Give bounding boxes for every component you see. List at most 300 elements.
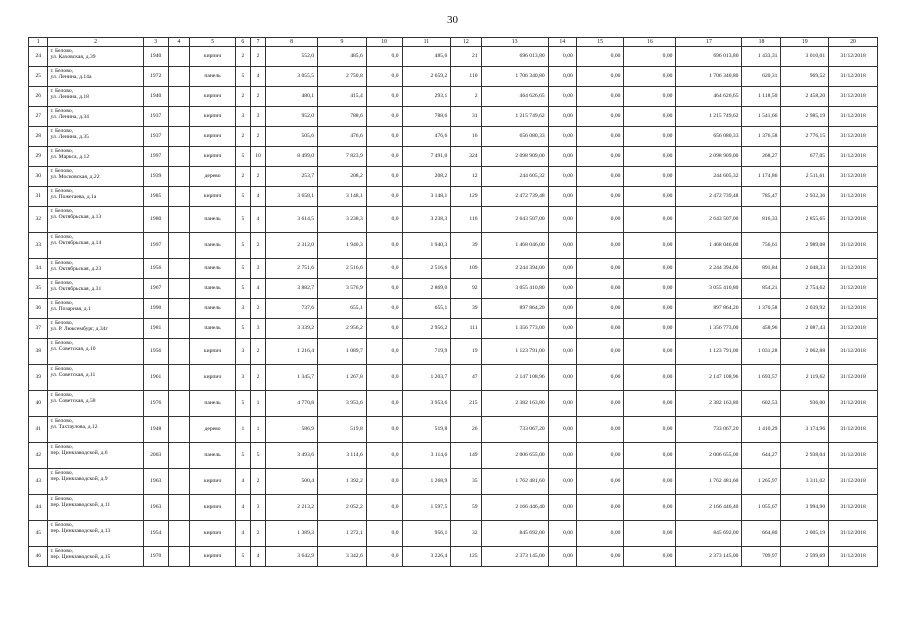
value-cell: 480,1 [266,87,318,107]
table-body [29,38,878,567]
row-number-cell: 46 [29,547,48,567]
column-header: 20 [829,38,878,47]
value-cell: 208,2 [402,167,451,187]
row-number-cell: 41 [29,417,48,443]
construction-year-cell: 2003 [143,443,168,469]
value-cell: 586,9 [266,417,318,443]
construction-year-cell: 1997 [143,233,168,259]
address-city: г. Белово, [50,444,74,450]
value-cell: 737,6 [266,299,318,319]
entrances-cell: 4 [250,187,265,207]
floors-cell: 5 [235,391,250,417]
amount-cell: 2 472 739,48 [676,187,742,207]
value-cell: 2 956,2 [402,319,451,339]
amount-cell: 0,00 [576,319,624,339]
value-cell: 2 005,19 [781,521,829,547]
floors-cell: 3 [235,299,250,319]
value-cell: 485,6 [402,47,451,67]
amount-cell: 2 373 145,00 [676,547,742,567]
column-4-cell [168,299,190,319]
address-cell [48,319,143,339]
address-cell [48,47,143,67]
amount-cell: 0,00 [576,365,624,391]
row-number-cell: 28 [29,127,48,147]
value-cell: 602,53 [742,391,781,417]
date-cell: 31/12/2018 [829,319,878,339]
address-street: ул. Ленина, д.34 [50,114,89,121]
value-cell: 476,6 [402,127,451,147]
entrances-cell: 2 [250,167,265,187]
value-cell: 3 614,5 [266,207,318,233]
entrances-cell: 2 [250,233,265,259]
table-row [29,67,878,87]
value-cell: 109 [451,259,481,279]
entrances-cell: 3 [250,107,265,127]
address-city: г. Белово, [50,392,74,398]
address-city: г. Белово, [50,280,74,286]
value-cell: 111 [451,319,481,339]
value-cell: 1 174,86 [742,167,781,187]
value-cell: 854,21 [742,279,781,299]
construction-year-cell: 1937 [143,107,168,127]
value-cell: 2 119,62 [781,365,829,391]
address-street: ул. Октябрьская, д.23 [50,266,102,273]
amount-cell: 0,00 [548,67,576,87]
address-city: г. Белово, [50,418,74,424]
column-4-cell [168,547,190,567]
address-cell [48,259,143,279]
floors-cell: 4 [235,469,250,495]
row-number-cell: 24 [29,47,48,67]
amount-cell: 0,00 [624,187,676,207]
amount-cell: 0,00 [548,365,576,391]
date-cell: 31/12/2018 [829,365,878,391]
table-row [29,469,878,495]
amount-cell: 0,00 [624,521,676,547]
construction-year-cell: 1963 [143,469,168,495]
amount-cell: 0,00 [624,87,676,107]
amount-cell: 0,00 [624,443,676,469]
value-cell: 7 823,9 [318,147,367,167]
address-city: г. Белово, [50,234,74,240]
value-cell: 2 039,92 [781,299,829,319]
entrances-cell: 5 [250,443,265,469]
value-cell: 215 [451,391,481,417]
wall-material-cell: панель [190,207,235,233]
entrances-cell: 4 [250,67,265,87]
value-cell: 655,1 [318,299,367,319]
address-cell [48,167,143,187]
column-4-cell [168,259,190,279]
row-number-cell: 33 [29,233,48,259]
value-cell: 129 [451,187,481,207]
value-cell: 891,84 [742,259,781,279]
date-cell: 31/12/2018 [829,391,878,417]
value-cell: 3 055,5 [266,67,318,87]
date-cell: 31/12/2018 [829,299,878,319]
amount-cell: 0,00 [548,233,576,259]
wall-material-cell: кирпич [190,469,235,495]
value-cell: 2 938,04 [781,443,829,469]
wall-material-cell: кирпич [190,365,235,391]
value-cell: 0,0 [366,365,402,391]
amount-cell: 1 706 340,80 [481,67,548,87]
value-cell: 8 499,0 [266,147,318,167]
value-cell: 3 576,9 [318,279,367,299]
amount-cell: 0,00 [576,391,624,417]
value-cell: 2 599,69 [781,547,829,567]
address-street: ул. Советская, д.11 [50,372,96,379]
address-city: г. Белово, [50,300,74,306]
amount-cell: 0,00 [548,495,576,521]
address-cell [48,495,143,521]
address-street: ул. Каховская, д.39 [50,54,96,61]
amount-cell: 656 080,33 [481,127,548,147]
value-cell: 2 751,6 [266,259,318,279]
value-cell: 1 940,3 [318,233,367,259]
amount-cell: 0,00 [576,233,624,259]
entrances-cell: 4 [250,207,265,233]
amount-cell: 0,00 [576,443,624,469]
value-cell: 505,6 [266,127,318,147]
amount-cell: 733 067,20 [676,417,742,443]
date-cell: 31/12/2018 [829,147,878,167]
amount-cell: 0,00 [624,391,676,417]
construction-year-cell: 1954 [143,521,168,547]
amount-cell: 2 098 909,00 [481,147,548,167]
amount-cell: 2 147 108,96 [676,365,742,391]
value-cell: 1 389,3 [266,521,318,547]
value-cell: 0,0 [366,339,402,365]
column-header: 4 [168,38,190,47]
amount-cell: 0,00 [624,67,676,87]
construction-year-cell: 1956 [143,259,168,279]
amount-cell: 0,00 [548,339,576,365]
amount-cell: 1 706 340,80 [676,67,742,87]
table-row [29,547,878,567]
value-cell: 1 541,66 [742,107,781,127]
row-number-cell: 42 [29,443,48,469]
entrances-cell: 2 [250,469,265,495]
column-4-cell [168,207,190,233]
column-4-cell [168,391,190,417]
date-cell: 31/12/2018 [829,187,878,207]
value-cell: 1 345,7 [266,365,318,391]
value-cell: 0,0 [366,207,402,233]
value-cell: 26 [451,417,481,443]
floors-cell: 2 [235,167,250,187]
value-cell: 0,0 [366,147,402,167]
construction-year-cell: 1997 [143,147,168,167]
column-header: 15 [576,38,624,47]
amount-cell: 0,00 [548,207,576,233]
address-street: ул. Пожегаева, д.1а [50,194,97,201]
value-cell: 0,0 [366,279,402,299]
value-cell: 3 148,1 [318,187,367,207]
entrances-cell: 3 [250,259,265,279]
date-cell: 31/12/2018 [829,339,878,365]
value-cell: 2 956,2 [318,319,367,339]
wall-material-cell: панель [190,443,235,469]
address-cell [48,67,143,87]
value-cell: 485,6 [318,47,367,67]
address-city: г. Белово, [50,320,74,326]
value-cell: 644,27 [742,443,781,469]
amount-cell: 0,00 [576,417,624,443]
value-cell: 1 392,2 [318,469,367,495]
value-cell: 2 855,65 [781,207,829,233]
amount-cell: 2 166 446,40 [481,495,548,521]
address-cell [48,187,143,207]
wall-material-cell: кирпич [190,47,235,67]
value-cell: 3 114,6 [318,443,367,469]
value-cell: 268,27 [742,147,781,167]
value-cell: 110 [451,67,481,87]
value-cell: 3 311,02 [781,469,829,495]
amount-cell: 2 643 507,00 [481,207,548,233]
entrances-cell: 2 [250,87,265,107]
row-number-cell: 25 [29,67,48,87]
address-cell [48,443,143,469]
wall-material-cell: кирпич [190,495,235,521]
amount-cell: 0,00 [576,469,624,495]
amount-cell: 2 643 507,00 [676,207,742,233]
value-cell: 3 010,01 [781,47,829,67]
value-cell: 2 932,36 [781,187,829,207]
amount-cell: 0,00 [548,47,576,67]
table-row [29,87,878,107]
row-number-cell: 35 [29,279,48,299]
construction-year-cell: 1981 [143,319,168,339]
amount-cell: 0,00 [624,299,676,319]
address-city: г. Белово, [50,68,74,74]
amount-cell: 1 762 481,60 [676,469,742,495]
address-cell [48,339,143,365]
row-number-cell: 40 [29,391,48,417]
address-city: г. Белово, [50,168,74,174]
value-cell: 2 511,61 [781,167,829,187]
floors-cell: 5 [235,207,250,233]
row-number-cell: 39 [29,365,48,391]
value-cell: 956,1 [402,521,451,547]
amount-cell: 1 468 046,00 [676,233,742,259]
value-cell: 969,52 [781,67,829,87]
floors-cell: 5 [235,547,250,567]
amount-cell: 0,00 [576,259,624,279]
date-cell: 31/12/2018 [829,87,878,107]
row-number-cell: 26 [29,87,48,107]
amount-cell: 0,00 [548,167,576,187]
address-cell [48,279,143,299]
column-4-cell [168,187,190,207]
value-cell: 620,31 [742,67,781,87]
wall-material-cell: панель [190,279,235,299]
construction-year-cell: 1967 [143,279,168,299]
value-cell: 709,97 [742,547,781,567]
table-row [29,319,878,339]
wall-material-cell: дерево [190,167,235,187]
floors-cell: 3 [235,365,250,391]
floors-cell: 3 [235,107,250,127]
amount-cell: 0,00 [624,167,676,187]
value-cell: 3 994,90 [781,495,829,521]
value-cell: 3 238,3 [402,207,451,233]
column-4-cell [168,443,190,469]
amount-cell: 2 382 163,80 [481,391,548,417]
column-4-cell [168,279,190,299]
value-cell: 0,0 [366,391,402,417]
address-street: ул. Октябрьская, д.14 [50,240,102,247]
wall-material-cell: дерево [190,417,235,443]
floors-cell: 5 [235,279,250,299]
value-cell: 293,1 [402,87,451,107]
construction-year-cell: 1976 [143,391,168,417]
date-cell: 31/12/2018 [829,443,878,469]
value-cell: 1 376,58 [742,127,781,147]
construction-year-cell: 1961 [143,365,168,391]
address-cell [48,547,143,567]
value-cell: 3 238,3 [318,207,367,233]
value-cell: 0,0 [366,107,402,127]
amount-cell: 1 215 749,62 [481,107,548,127]
construction-year-cell: 1963 [143,495,168,521]
row-number-cell: 31 [29,187,48,207]
address-city: г. Белово, [50,188,74,194]
value-cell: 3 226,4 [402,547,451,567]
address-cell [48,87,143,107]
value-cell: 1 267,8 [318,365,367,391]
value-cell: 458,96 [742,319,781,339]
value-cell: 3 342,6 [318,547,367,567]
amount-cell: 0,00 [576,495,624,521]
date-cell: 31/12/2018 [829,207,878,233]
table-row [29,259,878,279]
row-number-cell: 34 [29,259,48,279]
entrances-cell: 2 [250,365,265,391]
address-street: ул. Р. Люксембург, д.34г [50,326,108,333]
value-cell: 816,33 [742,207,781,233]
amount-cell: 464 626,65 [676,87,742,107]
floors-cell: 5 [235,259,250,279]
date-cell: 31/12/2018 [829,67,878,87]
floors-cell: 3 [235,339,250,365]
floors-cell: 5 [235,147,250,167]
entrances-cell: 2 [250,521,265,547]
address-street: ул. Советская, д.10 [50,346,96,353]
construction-year-cell: 1948 [143,417,168,443]
column-4-cell [168,521,190,547]
amount-cell: 0,00 [548,469,576,495]
amount-cell: 1 356 773,00 [481,319,548,339]
address-street: ул. Ленина, д.18 [50,94,89,101]
address-cell [48,521,143,547]
amount-cell: 1 356 773,00 [676,319,742,339]
wall-material-cell: кирпич [190,547,235,567]
column-4-cell [168,233,190,259]
row-number-cell: 43 [29,469,48,495]
column-header: 1 [29,38,48,47]
row-number-cell: 44 [29,495,48,521]
floors-cell: 5 [235,233,250,259]
value-cell: 35 [451,469,481,495]
table-row [29,147,878,167]
address-cell [48,417,143,443]
address-street: ул. Маркса, д.12 [50,154,90,161]
value-cell: 952,0 [266,107,318,127]
entrances-cell: 4 [250,547,265,567]
value-cell: 0,0 [366,187,402,207]
value-cell: 0,0 [366,259,402,279]
entrances-cell: 1 [250,391,265,417]
column-header: 14 [548,38,576,47]
value-cell: 2 516,6 [402,259,451,279]
value-cell: 0,0 [366,233,402,259]
address-cell [48,469,143,495]
value-cell: 21 [451,47,481,67]
column-4-cell [168,107,190,127]
amount-cell: 2 382 163,80 [676,391,742,417]
address-city: г. Белово, [50,148,74,154]
amount-cell: 0,00 [576,87,624,107]
entrances-cell: 1 [250,417,265,443]
address-cell [48,107,143,127]
amount-cell: 0,00 [576,147,624,167]
construction-year-cell: 1985 [143,187,168,207]
value-cell: 2 052,2 [318,495,367,521]
value-cell: 0,0 [366,67,402,87]
address-cell [48,147,143,167]
address-city: г. Белово, [50,208,74,214]
wall-material-cell: панель [190,259,235,279]
value-cell: 519,8 [402,417,451,443]
amount-cell: 0,00 [576,107,624,127]
column-header: 11 [402,38,451,47]
amount-cell: 0,00 [576,167,624,187]
column-4-cell [168,147,190,167]
value-cell: 3 148,1 [402,187,451,207]
wall-material-cell: панель [190,299,235,319]
amount-cell: 1 123 791,00 [676,339,742,365]
value-cell: 552,0 [266,47,318,67]
table-row [29,365,878,391]
wall-material-cell: кирпич [190,127,235,147]
date-cell: 31/12/2018 [829,495,878,521]
amount-cell: 2 166 446,40 [676,495,742,521]
wall-material-cell: кирпич [190,187,235,207]
value-cell: 1 940,3 [402,233,451,259]
construction-year-cell: 1970 [143,547,168,567]
value-cell: 500,4 [266,469,318,495]
row-number-cell: 27 [29,107,48,127]
value-cell: 3 882,7 [266,279,318,299]
construction-year-cell: 1990 [143,299,168,319]
value-cell: 3 114,6 [402,443,451,469]
amount-cell: 0,00 [548,87,576,107]
value-cell: 0,0 [366,521,402,547]
value-cell: 1 433,31 [742,47,781,67]
value-cell: 677,05 [781,147,829,167]
column-header: 13 [481,38,548,47]
address-city: г. Белово, [50,260,74,266]
value-cell: 476,6 [318,127,367,147]
amount-cell: 1 123 791,00 [481,339,548,365]
amount-cell: 2 244 394,00 [481,259,548,279]
table-row [29,207,878,233]
address-street: ул. Позарная, д.1 [50,306,91,313]
value-cell: 936,00 [781,391,829,417]
value-cell: 1 268,9 [402,469,451,495]
value-cell: 1 118,50 [742,87,781,107]
